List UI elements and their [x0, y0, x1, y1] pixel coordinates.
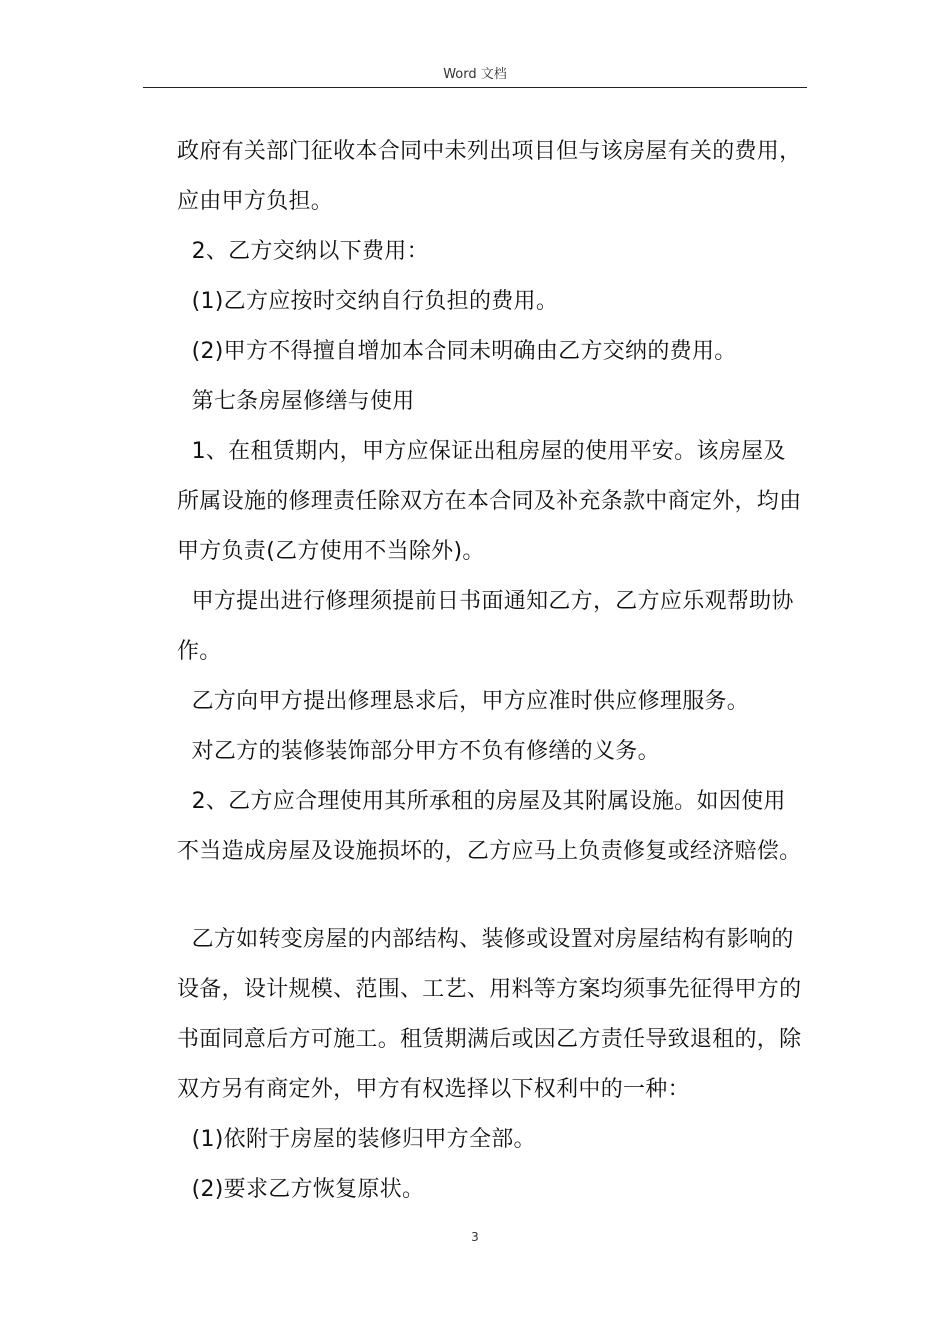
text-line: 设备，设计规模、范围、工艺、用料等方案均须事先征得甲方的 [177, 977, 802, 1002]
text-line: 所属设施的修理责任除双方在本合同及补充条款中商定外，均由 [177, 489, 802, 514]
text-line: (2)要求乙方恢复原状。 [177, 1177, 425, 1202]
text-line: 双方另有商定外，甲方有权选择以下权利中的一种： [177, 1077, 690, 1102]
text-line: 书面同意后方可施工。租赁期满后或因乙方责任导致退租的，除 [177, 1027, 802, 1052]
text-line: 应由甲方负担。 [177, 189, 334, 214]
text-line: 甲方提出进行修理须提前日书面通知乙方，乙方应乐观帮助协 [177, 589, 794, 614]
text-line: 不当造成房屋及设施损坏的，乙方应马上负责修复或经济赔偿。 [177, 839, 802, 864]
text-line: (1)乙方应按时交纳自行负担的费用。 [177, 289, 559, 314]
document-body [177, 127, 807, 1215]
text-line: 对乙方的装修装饰部分甲方不负有修缮的义务。 [177, 739, 660, 764]
text-line: 2、乙方交纳以下费用： [177, 239, 429, 264]
header-divider [143, 87, 807, 88]
document-header-label: Word 文档 [443, 67, 507, 82]
text-line: (1)依附于房屋的装修归甲方全部。 [177, 1127, 536, 1152]
text-line: 第七条房屋修缮与使用 [177, 389, 415, 414]
text-line: 乙方如转变房屋的内部结构、装修或设置对房屋结构有影响的 [177, 927, 794, 952]
text-line: 政府有关部门征收本合同中未列出项目但与该房屋有关的费用， [177, 139, 802, 164]
text-line: 1、在租赁期内，甲方应保证出租房屋的使用平安。该房屋及 [177, 439, 786, 464]
page-number: 3 [471, 1230, 479, 1244]
text-line: (2)甲方不得擅自增加本合同未明确由乙方交纳的费用。 [177, 339, 737, 364]
text-line: 2、乙方应合理使用其所承租的房屋及其附属设施。如因使用 [177, 789, 786, 814]
text-line: 作。 [177, 639, 222, 664]
text-line: 甲方负责(乙方使用不当除外)。 [177, 539, 485, 564]
paragraph-gap [177, 877, 807, 915]
text-line: 乙方向甲方提出修理恳求后，甲方应准时供应修理服务。 [177, 689, 750, 714]
